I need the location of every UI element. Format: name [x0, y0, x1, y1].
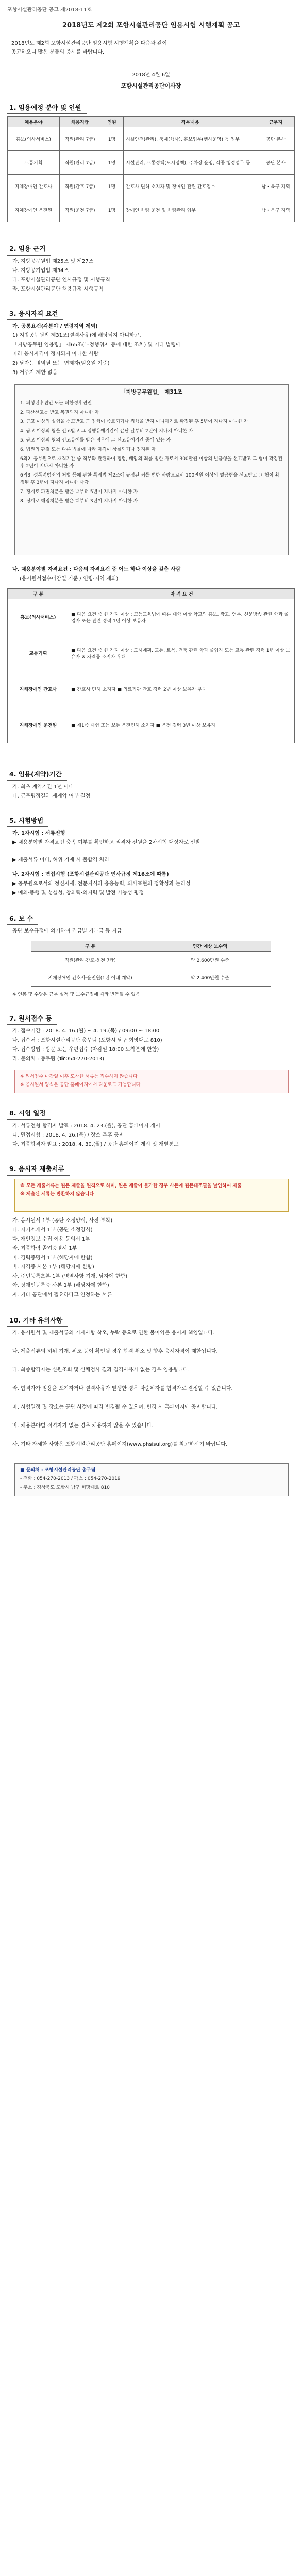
table-cell: ■ 간호사 면허 소지자 ■ 의료기관 간호 경력 2년 이상 보유자 우대	[69, 671, 295, 707]
warning-box	[14, 1070, 289, 1093]
qualification-table	[7, 588, 295, 743]
list-item: 마. 시험일정 및 장소는 공단 사정에 따라 변경될 수 있으며, 변경 시 홈페이지에 공지합니다.	[12, 1404, 218, 1410]
box-line: 1. 피성년후견인 또는 피한정후견인	[20, 401, 92, 406]
table-cell: 직원(관리·간호·운전 7급)	[31, 952, 149, 969]
table-cell: 지체장애인 운전원	[8, 198, 60, 222]
table-cell: 홍보(의사서비스)	[8, 599, 69, 635]
table-cell: 시설관리, 교통정책(도시정책), 주차장 운영, 각종 행정업무 등	[124, 151, 257, 175]
col-header: 자 격 요 건	[69, 589, 295, 599]
intro-line: 공고하오니 많은 분들의 응시를 바랍니다.	[11, 49, 105, 55]
table-cell: 홍보(의사서비스)	[8, 127, 60, 151]
table-row	[31, 969, 271, 987]
list-item: 나. 지방공기업법 제34조	[12, 268, 69, 274]
table-cell: 1명	[100, 175, 124, 198]
table-row	[8, 707, 295, 743]
box-line: 3. 금고 이상의 실형을 선고받고 그 집행이 종료되거나 집행을 받지 아니하기로 확정된 후 5년이 지나지 아니한 자	[20, 419, 248, 425]
list-item: 라. 합격자가 임용을 포기하거나 결격사유가 발생한 경우 차순위자를 합격자로 결정할 수 있습니다.	[12, 1386, 233, 1392]
col-header: 근무지	[257, 117, 295, 127]
list-item: 다. 포항시설관리공단 인사규정 및 시행규칙	[12, 277, 110, 283]
list-item: 나. 채용분야별 자격요건 : 다음의 자격요건 중 어느 하나 이상을 갖춘 사람	[12, 567, 181, 572]
list-item: 3) 거주지 제한 없음	[12, 370, 58, 376]
table-cell: ■ 다음 요건 중 한 가지 이상 : 도시계획, 교통, 토목, 건축 관련 학과 졸업자 또는 교통 관련 경력 1년 이상 보유자 ※ 자격증 소지자 우대	[69, 635, 295, 671]
list-item: 가. 지방공무원법 제25조 및 제27조	[12, 259, 94, 264]
table-row	[8, 671, 295, 707]
table-row	[8, 175, 295, 198]
list-item: 가. 접수기간 : 2018. 4. 16.(월) ~ 4. 19.(목) / 09:00 ~ 18:00	[12, 1028, 160, 1034]
alert-line: ※ 제출된 서류는 반환하지 않습니다	[20, 1192, 94, 1197]
salary-table	[31, 941, 271, 987]
table-cell: 간호사 면허 소지자 및 장애인 관련 간호업무	[124, 175, 257, 198]
list-item: 가. 응시원서 및 제출서류의 기재사항 착오, 누락 등으로 인한 불이익은 응시자 책임입니다.	[12, 1330, 215, 1336]
intro	[11, 39, 291, 57]
table-cell: 1명	[100, 151, 124, 175]
table-cell: 지체장애인 간호사·운전원(1년 이내 계약)	[31, 969, 149, 987]
table-cell: 남・북구 지역	[257, 175, 295, 198]
table-cell: 지체장애인 운전원	[8, 707, 69, 743]
alert-box	[14, 1179, 289, 1212]
section-heading: 4. 임용(계약)기간	[7, 768, 67, 781]
section-heading: 10. 기타 유의사항	[7, 1314, 68, 1327]
alert-line: ※ 모든 제출서류는 원본 제출을 원칙으로 하며, 원본 제출이 불가한 경우 사본에 원본대조필을 날인하여 제출	[20, 1183, 242, 1189]
list-item: 2) 남자는 병역필 또는 면제자(임용일 기준)	[12, 361, 110, 366]
notice-date: 2018년 4월 6일	[132, 72, 170, 78]
col-header: 직무내용	[124, 117, 257, 127]
warning-line: ※ 원서접수 마감일 이후 도착한 서류는 접수하지 않습니다	[20, 1074, 138, 1079]
list-item: 나. 면접시험 : 2018. 4. 26.(목) / 장소 추후 공지	[12, 1132, 124, 1138]
table-cell: 직원(관리 7급)	[60, 127, 100, 151]
list-item: 나. 자기소개서 1부 (공단 소정양식)	[12, 1227, 93, 1233]
table-cell: 시설안전(관리), 축제(행사), 홍보업무(행사운영) 등 업무	[124, 127, 257, 151]
table-cell: ■ 다음 요건 중 한 가지 이상 : 고등교육법에 따른 대학 이상 학교의 홍보, 광고, 언론, 신문방송 관련 학과 졸업자 또는 관련 경력 1년 이상 보유자	[69, 599, 295, 635]
table-row	[8, 635, 295, 671]
issuer: 포항시설관리공단이사장	[121, 82, 181, 89]
box-line: 8. 징계로 해임처분을 받은 때부터 3년이 지나지 아니한 자	[20, 499, 138, 504]
list-item: 가. 1차시험 : 서류전형	[12, 831, 65, 836]
box-line: 4. 금고 이상의 형을 선고받고 그 집행유예기간이 끝난 날부터 2년이 지나지 아니한 자	[20, 429, 193, 434]
doc-number: 포항시설관리공단 공고 제2018-11호	[7, 7, 92, 13]
table-row	[31, 952, 271, 969]
note: ※ 연봉 및 수당은 근무 실적 및 보수규정에 따라 변동될 수 있음	[12, 992, 140, 997]
box-title: 「지방공무원법」 제31조	[120, 389, 183, 395]
box-line: 6의2. 공무원으로 재직기간 중 직무와 관련하여 횡령, 배임의 죄를 범한 자로서 300만원 이상의 벌금형을 선고받고 그 형이 확정된 후 2년이 지나지 아니한 자	[20, 456, 282, 469]
table-cell: 약 2,600만원 수준	[149, 952, 271, 969]
page-title: 2018년도 제2회 포항시설관리공단 임용시험 시행계획 공고	[62, 22, 240, 29]
list-item: 다. 접수방법 : 방문 또는 우편접수 (마감일 18:00 도착분에 한함)	[12, 1047, 159, 1053]
list-item: 나. 2차시험 : 면접시험 (포항시설관리공단 인사규정 제16조에 따름)	[12, 872, 169, 877]
list-item: 가. 서류전형 합격자 발표 : 2018. 4. 23.(월), 공단 홈페이지 게시	[12, 1123, 160, 1129]
intro-line: 2018년도 제2회 포항시설관리공단 임용시험 시행계획을 다음과 같이	[11, 41, 167, 46]
list-item: 공단 보수규정에 의거하여 직급별 기본급 등 지급	[12, 928, 122, 934]
box-line: 6. 법원의 판결 또는 다른 법률에 따라 자격이 상실되거나 정지된 자	[20, 447, 156, 452]
table-cell: 지체장애인 간호사	[8, 671, 69, 707]
list-item: 나. 제출서류의 허위 기재, 위조 등이 확인될 경우 합격 취소 및 향후 응시자격이 제한됩니다.	[12, 1349, 218, 1354]
list-item: 아. 장애인등록증 사본 1부 (해당자에 한함)	[12, 1283, 109, 1289]
section-heading: 5. 시험방법	[7, 814, 48, 827]
box-line: 6의3. 성폭력범죄의 처벌 등에 관한 특례법 제2조에 규정된 죄를 범한 사람으로서 100만원 이상의 벌금형을 선고받고 그 형이 확정된 후 3년이 지나지 아니한 사람	[20, 473, 280, 485]
list-item: 다. 개인정보 수집·이용 동의서 1부	[12, 1236, 91, 1242]
col-header: 인원	[100, 117, 124, 127]
col-header: 구 분	[31, 941, 149, 952]
list-item: ▶ 제출서류 미비, 허위 기재 시 불합격 처리	[12, 857, 109, 863]
list-item: 「지방공무원 임용령」 제65조(부정행위자 등에 대한 조치) 및 기타 법령에	[12, 342, 181, 348]
box-line: 7. 징계로 파면처분을 받은 때부터 5년이 지나지 아니한 자	[20, 489, 138, 495]
section-heading: 1. 임용예정 분야 및 인원	[7, 101, 87, 114]
list-item: 사. 주민등록초본 1부 (병역사항 기재, 남자에 한함)	[12, 1274, 128, 1279]
contact-line: - 주소 : 경상북도 포항시 남구 희망대로 810	[20, 1485, 110, 1490]
table-header-row	[8, 589, 295, 599]
warning-line: ※ 응시원서 양식은 공단 홈페이지에서 다운로드 가능합니다	[20, 1082, 141, 1088]
table-row	[8, 127, 295, 151]
table-cell: 직원(간호 7급)	[60, 175, 100, 198]
table-cell: 교통기획	[8, 151, 60, 175]
table-header-row	[8, 117, 295, 127]
table-cell: 장애인 차량 운전 및 차량관리 업무	[124, 198, 257, 222]
contact-line: ■ 문의처 : 포항시설관리공단 총무팀	[20, 1468, 96, 1473]
section-heading: 3. 응시자격 요건	[7, 307, 63, 320]
list-item: 다. 최종합격자 발표 : 2018. 4. 30.(월) / 공단 홈페이지 게시 및 개별통보	[12, 1142, 179, 1147]
section-heading: 9. 응시자 제출서류	[7, 1162, 70, 1176]
list-item: 가. 공통요건(각분야 / 연령지역 제외)	[12, 324, 98, 329]
list-item: 1) 지방공무원법 제31조(결격사유)에 해당되지 아니하고,	[12, 333, 141, 338]
contact-line: - 전화 : 054-270-2013 / 팩스 : 054-270-2019	[20, 1476, 121, 1481]
table-row	[8, 198, 295, 222]
col-header: 채용분야	[8, 117, 60, 127]
section-heading: 6. 보 수	[7, 912, 38, 925]
section-heading: 2. 임용 근거	[7, 242, 51, 256]
list-item: 사. 기타 자세한 사항은 포항시설관리공단 홈페이지(www.phsisul.org)를 참고하시기 바랍니다.	[12, 1442, 228, 1447]
list-item: 다. 최종합격자는 신원조회 및 신체검사 결과 결격사유가 없는 경우 임용됩니다.	[12, 1367, 190, 1373]
list-item: 바. 자격증 사본 1부 (해당자에 한함)	[12, 1264, 94, 1270]
col-header: 연간 예상 보수액	[149, 941, 271, 952]
table-cell: 남・북구 지역	[257, 198, 295, 222]
list-item: 라. 최종학력 졸업증명서 1부	[12, 1246, 77, 1251]
table-cell: 공단 본사	[257, 151, 295, 175]
list-item: ▶ 예의·품행 및 성실성, 창의력·의지력 및 발전 가능성 평정	[12, 890, 144, 896]
list-item: 가. 응시원서 1부 (공단 소정양식, 사진 부착)	[12, 1218, 113, 1224]
list-item: (응시원서접수마감일 기준 / 연령·지역 제외)	[20, 576, 119, 582]
recruit-table	[7, 116, 295, 222]
list-item: 나. 근무평정결과 재계약 여부 결정	[12, 793, 91, 799]
table-cell: 직원(관리 7급)	[60, 151, 100, 175]
section-heading: 8. 시험 일정	[7, 1107, 51, 1120]
table-cell: 약 2,400만원 수준	[149, 969, 271, 987]
list-item: ▶ 채용분야별 자격요건 충족 여부를 확인하고 적격자 전원을 2차시험 대상자로 선발	[12, 840, 200, 845]
table-header-row	[31, 941, 271, 952]
section-heading: 7. 원서접수 등	[7, 1012, 57, 1025]
col-header: 채용직급	[60, 117, 100, 127]
list-item: 가. 최초 계약기간 1년 이내	[12, 784, 74, 790]
list-item: 라. 포항시설관리공단 채용규정 시행규칙	[12, 286, 104, 292]
list-item: 라. 문의처 : 총무팀 (☎054-270-2013)	[12, 1056, 104, 1062]
table-cell: 공단 본사	[257, 127, 295, 151]
col-header: 구 분	[8, 589, 69, 599]
contact-box	[14, 1463, 289, 1496]
list-item: 마. 경력증명서 1부 (해당자에 한함)	[12, 1255, 93, 1261]
list-item: 바. 채용분야별 적격자가 없는 경우 채용하지 않을 수 있습니다.	[12, 1423, 154, 1429]
list-item: ▶ 공무원으로서의 정신자세, 전문지식과 응용능력, 의사표현의 정확성과 논리성	[12, 881, 191, 887]
table-cell: 교통기획	[8, 635, 69, 671]
table-cell: 직원(운전 7급)	[60, 198, 100, 222]
table-cell: ■ 제1종 대형 또는 보통 운전면허 소지자 ■ 운전 경력 3년 이상 보유자	[69, 707, 295, 743]
table-row	[8, 151, 295, 175]
box-line: 2. 파산선고를 받고 복권되지 아니한 자	[20, 410, 99, 415]
legal-box	[14, 384, 289, 555]
table-row	[8, 599, 295, 635]
box-line: 5. 금고 이상의 형의 선고유예를 받은 경우에 그 선고유예기간 중에 있는 자	[20, 438, 171, 443]
list-item: 나. 접수처 : 포항시설관리공단 총무팀 (포항시 남구 희망대로 810)	[12, 1038, 162, 1043]
table-cell: 1명	[100, 127, 124, 151]
table-cell: 지체장애인 간호사	[8, 175, 60, 198]
list-item: 자. 기타 공단에서 필요하다고 인정하는 서류	[12, 1292, 112, 1298]
table-cell: 1명	[100, 198, 124, 222]
list-item: 따라 응시자격이 정지되지 아니한 사람	[12, 351, 99, 357]
